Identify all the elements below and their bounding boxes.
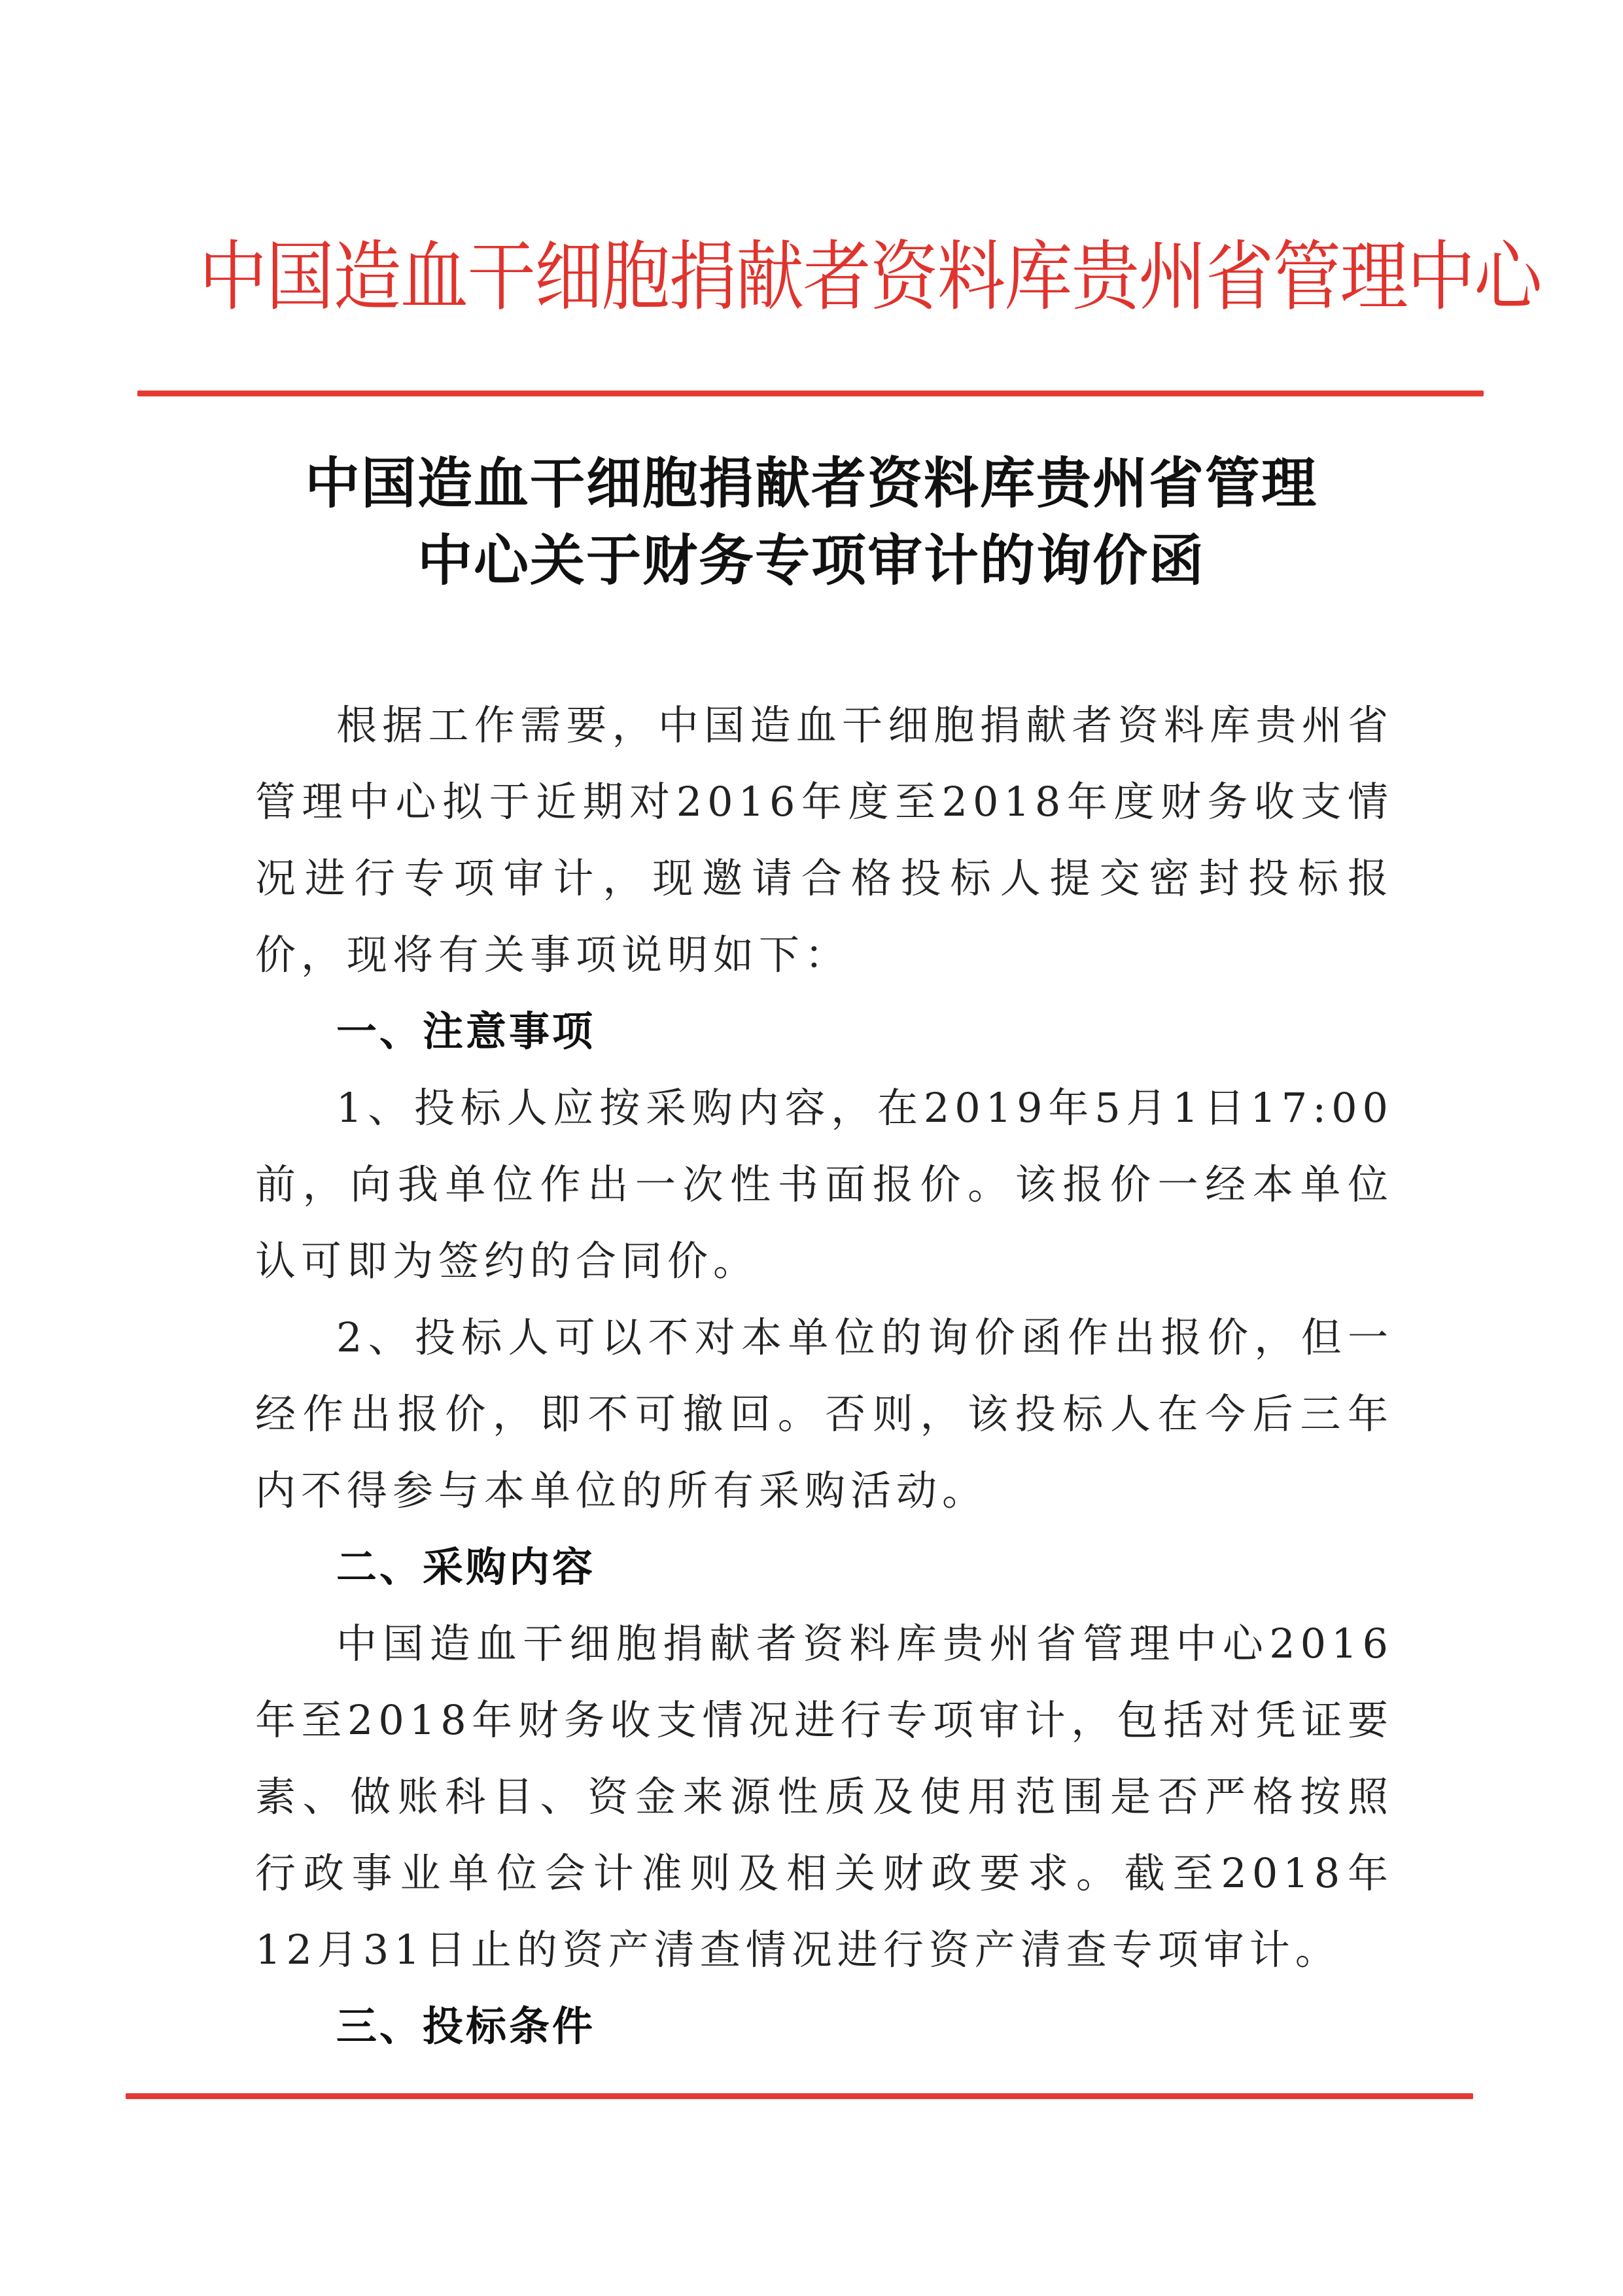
letterhead-red-rule [137,391,1484,396]
intro-paragraph: 根据工作需要，中国造血干细胞捐献者资料库贵州省管理中心拟于近期对2016年度至2018年度财务收支情况进行专项审计，现邀请合格投标人提交密封投标报价，现将有关事项说明如下： [255,701,1393,979]
document-body [255,687,1393,2064]
document-title-line-2: 中心关于财务专项审计的询价函 [417,529,1205,593]
section-heading-bid-conditions: 三、投标条件 [336,2002,596,2050]
section-heading-procurement: 二、采购内容 [336,1543,596,1591]
section-heading-notes: 一、注意事项 [336,1007,596,1055]
footer-red-rule [126,2093,1473,2099]
document-title-line-1: 中国造血干细胞捐献者资料库贵州省管理 [304,451,1318,515]
procurement-paragraph: 中国造血干细胞捐献者资料库贵州省管理中心2016年至2018年财务收支情况进行专项审计，包括对凭证要素、做账科目、资金来源性质及使用范围是否严格按照行政事业单位会计准则及相关财政要求。截至2018年12月31日止的资产清查情况进行资产清查专项审计。 [255,1620,1393,1974]
notes-item-2: 2、投标人可以不对本单位的询价函作出报价，但一经作出报价，即不可撤回。否则，该投标人在今后三年内不得参与本单位的所有采购活动。 [255,1313,1393,1514]
notes-item-1: 1、投标人应按采购内容，在2019年5月1日17:00前，向我单位作出一次性书面报价。该报价一经本单位认可即为签约的合同价。 [255,1084,1393,1285]
document-title [196,445,1426,599]
letterhead-org-name: 中国造血干细胞捐献者资料库贵州省管理中心 [199,233,1541,321]
